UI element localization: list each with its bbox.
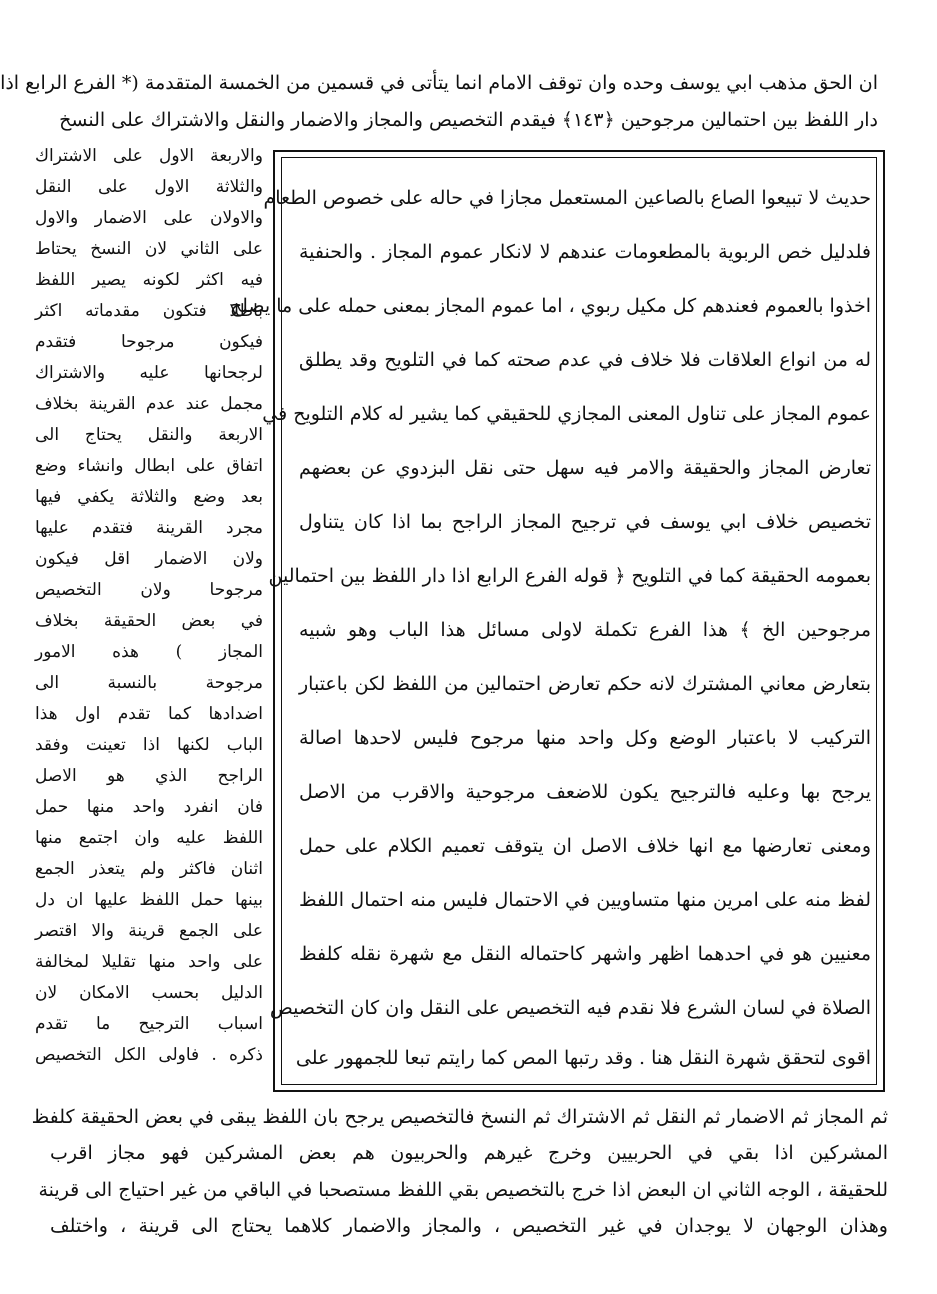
sidebar-line: اثنان فاكثر ولم يتعذر الجمع — [35, 859, 263, 879]
header-line: دار اللفظ بين احتمالين مرجوحين ﴿١٤٣﴾ فيقدم التخصيص والمجاز والاضمار والنقل والاشتراك على النسخ — [59, 109, 878, 131]
commentary-line: عموم المجاز على تناول المعنى المجازي للحقيقي كما يشير له كلام التلويح في — [262, 403, 871, 425]
sidebar-line: الراجح الذي هو الاصل — [35, 766, 263, 786]
sidebar-line: اتفاق على ابطال وانشاء وضع — [35, 456, 263, 476]
sidebar-line: المجاز ) هذه الامور — [35, 642, 263, 662]
commentary-line: فلدليل خص الربوية بالمطعومات عندهم لا لانكار عموم المجاز . والحنفية — [299, 241, 871, 263]
commentary-line: بعمومه الحقيقة كما في التلويح ﴿ قوله الفرع الرابع اذا دار اللفظ بين احتمالين — [268, 565, 871, 587]
commentary-line: مرجوحين الخ ﴾ هذا الفرع تكملة لاولى مسائل هذا الباب وهو شبيه — [299, 619, 871, 641]
sidebar-line: في بعض الحقيقة بخلاف — [35, 611, 263, 631]
sidebar-line: والاولان على الاضمار والاول — [35, 208, 263, 228]
sidebar-line: لرجحانها عليه والاشتراك — [35, 363, 263, 383]
sidebar-line: اسباب الترجيح ما تقدم — [35, 1014, 263, 1034]
header-line: ان الحق مذهب ابي يوسف وحده وان توقف الامام انما يتأتى في قسمين من الخمسة المتقدمة (* الفرع الرابع اذا — [0, 72, 878, 94]
commentary-line: لفظ منه على امرين منها متساويين في الاحتمال فليس منه احتمال اللفظ — [299, 889, 871, 911]
commentary-line: بتعارض معاني المشترك لانه حكم تعارض احتمالين من اللفظ لكن باعتبار — [299, 673, 871, 695]
sidebar-line: فان انفرد واحد منها حمل — [35, 797, 263, 817]
sidebar-line: والاربعة الاول على الاشتراك — [35, 146, 263, 166]
commentary-line: له من انواع العلاقات فلا خلاف في عدم صحته كما في التلويح وقد يطلق — [299, 349, 871, 371]
sidebar-line: ذكره . فاولى الكل التخصيص — [35, 1045, 263, 1065]
commentary-line: اقوى لتحقق شهرة النقل هنا . وقد رتبها المص كما رايتم تبعا للجمهور على — [295, 1047, 871, 1069]
footer-line: ثم المجاز ثم الاضمار ثم النقل ثم الاشتراك ثم النسخ فالتخصيص يرجح بان اللفظ يبقى في بعض الحقيقة كلفظ — [31, 1106, 888, 1128]
commentary-line: التركيب لا باعتبار الوضع وكل واحد منها مرجوح فليس لاحدها اصالة — [299, 727, 871, 749]
sidebar-line: والثلاثة الاول على النقل — [35, 177, 263, 197]
commentary-line: حديث لا تبيعوا الصاع بالصاعين المستعمل مجازا في حاله على خصوص الطعام — [263, 187, 871, 209]
sidebar-line: اللفظ عليه وان اجتمع منها — [35, 828, 263, 848]
sidebar-line: فيه اكثر لكونه يصير اللفظ — [35, 270, 263, 290]
sidebar-line: بينها حمل اللفظ عليها ان دل — [35, 890, 263, 910]
sidebar-line: باطلا فتكون مقدماته اكثر — [35, 301, 263, 321]
sidebar-line: فيكون مرجوحا فتقدم — [35, 332, 263, 352]
commentary-line: معنيين هو في احدهما اظهر واشهر كاحتماله النقل مع شهرة نقله كلفظ — [299, 943, 871, 965]
sidebar-line: اضدادها كما تقدم اول هذا — [35, 704, 263, 724]
sidebar-line: مرجوحا ولان التخصيص — [35, 580, 263, 600]
sidebar-line: الاربعة والنقل يحتاج الى — [35, 425, 263, 445]
commentary-line: اخذوا بالعموم فعندهم كل مكيل ربوي ، اما عموم المجاز بمعنى حمله على ما يصلح — [229, 295, 871, 317]
sidebar-line: على الجمع قرينة والا اقتصر — [35, 921, 263, 941]
sidebar-line: بعد وضع والثلاثة يكفي فيها — [35, 487, 263, 507]
sidebar-line: ولان الاضمار اقل فيكون — [35, 549, 263, 569]
commentary-line: تعارض المجاز والحقيقة والامر فيه سهل حتى نقل البزدوي عن بعضهم — [299, 457, 871, 479]
commentary-line: الصلاة في لسان الشرع فلا نقدم فيه التخصيص على النقل وان كان التخصيص — [269, 997, 871, 1019]
footer-line: وهذان الوجهان لا يوجدان في غير التخصيص ، والمجاز والاضمار كلاهما يحتاج الى قرينة ، واختلف — [50, 1215, 888, 1237]
commentary-line: يرجح بها وعليه فالترجيح يكون للاضعف مرجوحية والاقرب من الاصل — [299, 781, 871, 803]
sidebar-line: مجرد القرينة فتقدم عليها — [35, 518, 263, 538]
sidebar-line: مجمل عند عدم القرينة بخلاف — [35, 394, 263, 414]
sidebar-line: على الثاني لان النسخ يحتاط — [35, 239, 263, 259]
sidebar-line: على واحد منها تقليلا لمخالفة — [35, 952, 263, 972]
sidebar-line: الباب لكنها اذا تعينت وفقد — [35, 735, 263, 755]
sidebar-line: مرجوحة بالنسبة الى — [35, 673, 263, 693]
commentary-line: تخصيص خلاف ابي يوسف في ترجيح المجاز الراجح بما اذا كان يتناول — [299, 511, 871, 533]
sidebar-line: الدليل بحسب الامكان لان — [35, 983, 263, 1003]
commentary-line: ومعنى تعارضها مع انها خلاف الاصل ان يتوقف تعميم الكلام على حمل — [299, 835, 871, 857]
footer-line: المشركين اذا بقي في الحربيين وخرج غيرهم والحربيون هم بعض المشركين فهو مجاز اقرب — [50, 1142, 888, 1164]
footer-line: للحقيقة ، الوجه الثاني ان البعض اذا خرج بالتخصيص بقي اللفظ مستصحبا في الباقي من غير احتياج الى قرينة — [38, 1179, 888, 1201]
